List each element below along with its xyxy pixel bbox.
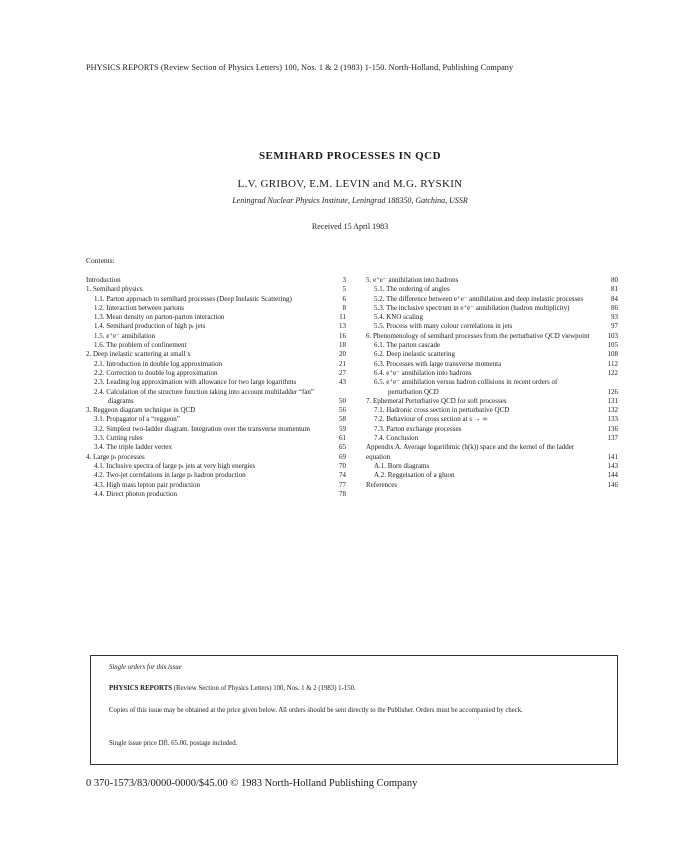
- toc-entry-page: 112: [607, 359, 618, 368]
- toc-entry-text: 5.3. The inclusive spectrum in e⁺e⁻ annihilation (hadron multiplicity): [374, 303, 570, 312]
- toc-entry-page: 3: [342, 276, 346, 284]
- toc-entry-page: 97: [611, 322, 618, 331]
- toc-entry-text: 1.5. e⁺e⁻ annihilation: [94, 331, 156, 340]
- toc-entry-page: 61: [339, 434, 346, 443]
- toc-entry-page: 86: [611, 303, 618, 312]
- order-info-box: [90, 655, 618, 765]
- toc-entry: [366, 285, 618, 294]
- toc-entry-page: 13: [339, 322, 346, 331]
- toc-right-column: [366, 276, 618, 490]
- toc-entry-page: 108: [607, 350, 618, 359]
- copies-note: Copies of this issue may be obtained at the price given below. All orders should be sent directly to the Publisher. Orders must be accompanied by check.: [109, 707, 523, 714]
- toc-entry-page: 78: [339, 489, 346, 498]
- toc-entry-text: 6.4. e⁺e⁻ annihilation into hadrons: [374, 368, 472, 377]
- toc-entry: [86, 471, 346, 480]
- toc-entry-page: 58: [339, 415, 346, 424]
- toc-entry: [86, 350, 346, 359]
- toc-entry-text: 7.4. Conclusion: [374, 434, 419, 443]
- toc-entry-page: 50: [339, 396, 346, 405]
- toc-entry: [366, 369, 618, 378]
- toc-entry: [86, 313, 346, 322]
- toc-entry: [86, 369, 346, 378]
- received-date: Received 15 April 1983: [311, 222, 389, 231]
- toc-entry-page: 80: [611, 276, 618, 284]
- toc-entry-page: 137: [607, 434, 618, 443]
- toc-entry-text: 2.2. Correction to double log approximation: [94, 368, 218, 377]
- toc-entry: [366, 462, 618, 471]
- toc-entry: [86, 388, 346, 407]
- toc-entry: [366, 406, 618, 415]
- toc-entry-page: 69: [339, 452, 346, 461]
- toc-entry-text: 2.1. Introduction in double log approximation: [94, 359, 223, 368]
- toc-entry: [86, 406, 346, 415]
- toc-entry-page: 74: [339, 471, 346, 480]
- toc-entry-page: 70: [339, 461, 346, 470]
- toc-entry-page: 122: [607, 368, 618, 377]
- toc-entry: [366, 350, 618, 359]
- journal-details: (Review Section of Physics Letters) 100, Nos. 1 & 2 (1983) 1-150.: [172, 685, 356, 692]
- toc-entry: [86, 425, 346, 434]
- toc-entry-text: 1.4. Semihard production of high pₜ jets: [94, 322, 206, 331]
- toc-entry: [366, 378, 618, 397]
- toc-entry-page: 131: [607, 396, 618, 405]
- journal-name: PHYSICS REPORTS: [109, 685, 173, 692]
- toc-entry: [366, 481, 618, 490]
- toc-entry-text: 4.1. Inclusive spectra of large pₜ jets at very high energies: [94, 461, 256, 470]
- toc-left-column: [86, 276, 346, 499]
- toc-entry-text: 7.2. Behaviour of cross section at s → ∞: [374, 415, 488, 424]
- toc-entry-text: 4. Large pₜ processes: [86, 452, 145, 461]
- toc-entry: [86, 453, 346, 462]
- toc-entry-text: 1. Semihard physics: [86, 285, 143, 294]
- toc-entry-page: 11: [339, 313, 346, 322]
- toc-entry-text: 5. e⁺e⁻ annihilation into hadrons: [366, 276, 459, 284]
- toc-entry-text: Introduction: [86, 276, 121, 284]
- toc-entry-text: Appendix A. Average logarithmic (h(k)) space and the kernel of the ladder equation: [366, 443, 575, 461]
- toc-entry-page: 144: [607, 471, 618, 480]
- toc-entry-text: A.1. Born diagrams: [374, 461, 430, 470]
- toc-entry-text: 7.1. Hadronic cross section in perturbative QCD: [374, 406, 510, 415]
- toc-entry-text: 4.3. High mass lepton pair production: [94, 480, 200, 489]
- toc-entry: [366, 425, 618, 434]
- toc-entry-text: 3.2. Simplest two-ladder diagram. Integration over the transverse momentum: [94, 424, 310, 433]
- toc-entry-page: 105: [607, 341, 618, 350]
- toc-entry-text: 5.4. KNO scaling: [374, 313, 423, 322]
- toc-entry: [86, 285, 346, 294]
- toc-entry-text: 4.2. Two-jet correlations in large pₜ hadron production: [94, 471, 246, 480]
- toc-entry-text: 1.2. Interaction between partons: [94, 303, 184, 312]
- authors: L.V. GRIBOV, E.M. LEVIN and M.G. RYSKIN: [237, 178, 463, 190]
- toc-entry: [86, 462, 346, 471]
- toc-entry-text: 3.3. Cutting rules: [94, 434, 143, 443]
- toc-entry-text: 4.4. Direct photon production: [94, 489, 178, 498]
- toc-entry-page: 59: [339, 424, 346, 433]
- toc-entry-page: 5: [342, 285, 346, 294]
- toc-entry-text: 1.6. The problem of confinement: [94, 341, 187, 350]
- toc-entry-text: 6.3. Processes with large transverse momenta: [374, 359, 502, 368]
- toc-entry: [366, 397, 618, 406]
- toc-entry-page: 133: [607, 415, 618, 424]
- toc-entry: [366, 434, 618, 443]
- toc-entry: [366, 332, 618, 341]
- toc-entry-text: 6.2. Deep inelastic scattering: [374, 350, 456, 359]
- toc-entry: [86, 276, 346, 285]
- toc-entry: [366, 415, 618, 424]
- toc-entry: [86, 434, 346, 443]
- toc-entry-text: 5.2. The difference between e⁺e⁻ annihilation and deep inelastic processes: [374, 294, 584, 303]
- toc-entry-page: 132: [607, 406, 618, 415]
- toc-entry-page: 56: [339, 406, 346, 415]
- toc-entry-page: 20: [339, 350, 346, 359]
- toc-entry: [86, 360, 346, 369]
- toc-entry-text: 3.4. The triple ladder vertex: [94, 443, 173, 452]
- toc-entry: [366, 443, 618, 462]
- toc-entry: [86, 332, 346, 341]
- toc-entry-page: 84: [611, 294, 618, 303]
- toc-entry: [366, 471, 618, 480]
- toc-entry-page: 65: [339, 443, 346, 452]
- single-orders-label: Single orders for this issue: [109, 664, 182, 671]
- toc-entry-page: 93: [611, 313, 618, 322]
- toc-entry: [86, 304, 346, 313]
- toc-entry-text: 2. Deep inelastic scattering at small x: [86, 350, 191, 359]
- toc-entry-text: 2.3. Leading log approximation with allowance for two large logarithms: [94, 378, 297, 387]
- toc-entry: [86, 490, 346, 499]
- affiliation: Leningrad Nuclear Physics Institute, Leningrad 188350, Gatchina, USSR: [232, 196, 468, 205]
- toc-entry: [366, 295, 618, 304]
- toc-entry-text: 1.3. Mean density on parton-parton interaction: [94, 313, 225, 322]
- toc-entry-page: 81: [611, 285, 618, 294]
- toc-entry: [86, 341, 346, 350]
- toc-entry: [86, 295, 346, 304]
- toc-entry: [86, 415, 346, 424]
- toc-entry-text: 7. Ephemeral Perturbative QCD for soft processes: [366, 396, 507, 405]
- contents-heading: Contents:: [86, 256, 115, 265]
- toc-entry: [86, 378, 346, 387]
- toc-entry: [366, 322, 618, 331]
- toc-entry-page: 43: [339, 378, 346, 387]
- toc-entry-text: References: [366, 480, 398, 489]
- toc-entry-text: 3.1. Propagator of a “reggeon”: [94, 415, 180, 424]
- toc-entry-text: 5.5. Process with many colour correlations in jets: [374, 322, 513, 331]
- toc-entry-page: 77: [339, 480, 346, 489]
- copyright-line: 0 370-1573/83/0000-0000/$45.00 © 1983 North-Holland Publishing Company: [86, 778, 418, 789]
- toc-entry-page: 141: [607, 452, 618, 461]
- toc-entry-text: A.2. Reggeisation of a gluon: [374, 471, 455, 480]
- toc-entry-text: 6.1. The parton cascade: [374, 341, 441, 350]
- toc-entry-page: 143: [607, 461, 618, 470]
- toc-entry: [366, 360, 618, 369]
- toc-entry-page: 8: [342, 303, 346, 312]
- toc-entry: [86, 322, 346, 331]
- toc-entry-text: 5.1. The ordering of angles: [374, 285, 450, 294]
- toc-entry-page: 27: [339, 368, 346, 377]
- toc-entry-page: 136: [607, 424, 618, 433]
- price-note: Single issue price Dfl. 65.00, postage included.: [109, 740, 238, 747]
- toc-entry-page: 6: [342, 294, 346, 303]
- toc-entry-page: 21: [339, 359, 346, 368]
- toc-entry: [366, 304, 618, 313]
- toc-entry-text: 1.1. Parton approach to semihard processes (Deep Inelastic Scattering): [94, 294, 292, 303]
- toc-entry-text: 7.3. Parton exchange processes: [374, 424, 462, 433]
- toc-entry: [366, 313, 618, 322]
- paper-title: SEMIHARD PROCESSES IN QCD: [258, 150, 442, 162]
- toc-entry-text: 6. Phenomenology of semihard processes from the perturbative QCD viewpoint: [366, 331, 590, 340]
- toc-entry-text: 6.5. e⁺e⁻ annihilation versus hadron collisions in recent orders of perturbation QCD: [374, 378, 558, 396]
- toc-entry-text: 2.4. Calculation of the structure function taking into account multiladder “fan” diagrams: [94, 387, 315, 405]
- toc-entry: [86, 443, 346, 452]
- toc-entry-page: 18: [339, 341, 346, 350]
- journal-header: PHYSICS REPORTS (Review Section of Physics Letters) 100, Nos. 1 & 2 (1983) 1-150. North-Holland, Publishing Company: [86, 63, 514, 72]
- toc-entry-text: 3. Reggeon diagram technique in QCD: [86, 406, 196, 415]
- journal-citation: [109, 685, 599, 692]
- toc-entry-page: 126: [607, 387, 618, 396]
- toc-entry: [86, 481, 346, 490]
- toc-entry-page: 103: [607, 331, 618, 340]
- toc-entry-page: 16: [339, 331, 346, 340]
- toc-entry: [366, 341, 618, 350]
- toc-entry: [366, 276, 618, 285]
- toc-entry-page: 146: [607, 480, 618, 489]
